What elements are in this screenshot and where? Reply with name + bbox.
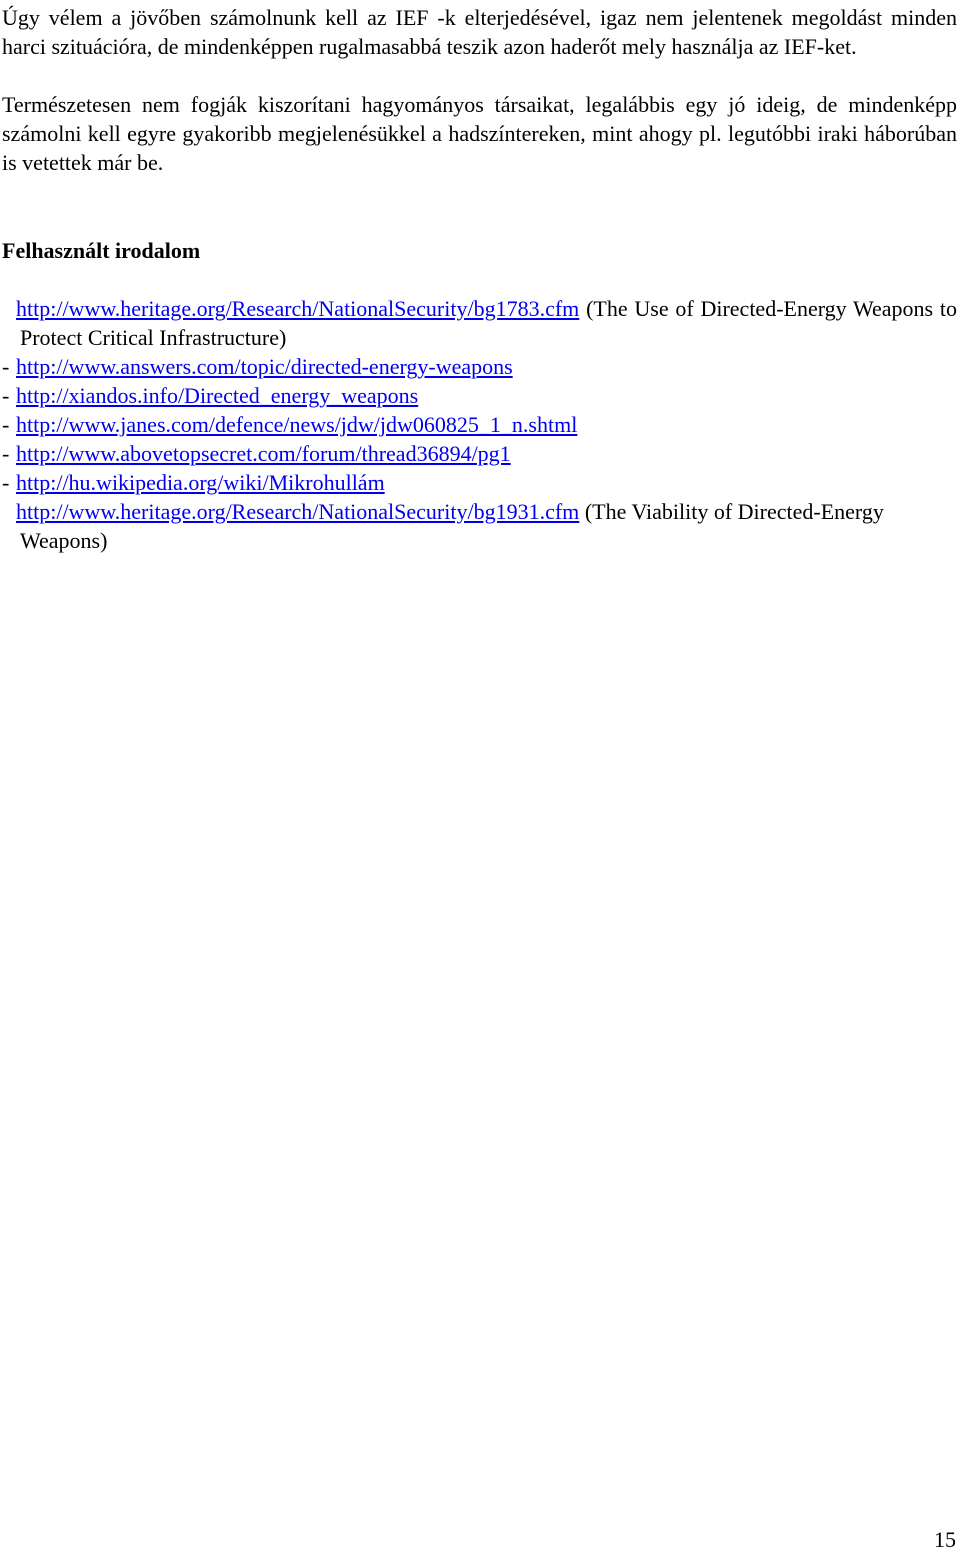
body-paragraph-2: Természetesen nem fogják kiszorítani hagyományos társaikat, legalábbis egy jó ideig, de mindenképp számolni kell egyre gyakoribb megjelenésükkel a hadszíntereken, mint ahogy pl. legutóbbi iraki háborúban is vetettek már be. (2, 92, 957, 175)
body-paragraph-1: Úgy vélem a jövőben számolnunk kell az IEF -k elterjedésével, igaz nem jelentenek megoldást minden harci szituációra, de mindenképpen rugalmasabbá teszik azon haderőt mely használja az IEF-ket. (2, 5, 957, 59)
list-dash (2, 294, 16, 323)
reference-item-2 (2, 352, 957, 381)
reference-link-2[interactable]: http://www.answers.com/topic/directed-energy-weapons (16, 354, 513, 379)
reference-link-6[interactable]: http://hu.wikipedia.org/wiki/Mikrohullám (16, 470, 385, 495)
list-dash: - (2, 383, 10, 408)
reference-link-7[interactable]: http://www.heritage.org/Research/NationalSecurity/bg1931.cfm (16, 499, 580, 524)
reference-link-1[interactable]: http://www.heritage.org/Research/NationalSecurity/bg1783.cfm (16, 296, 580, 321)
list-dash: - (2, 470, 10, 495)
reference-link-5[interactable]: http://www.abovetopsecret.com/forum/thread36894/pg1 (16, 441, 511, 466)
reference-item-6 (2, 468, 957, 497)
reference-item-3 (2, 381, 957, 410)
list-dash (2, 497, 16, 526)
reference-item-5 (2, 439, 957, 468)
reference-link-3[interactable]: http://xiandos.info/Directed_energy_weapons (16, 383, 419, 408)
reference-item-4 (2, 410, 957, 439)
list-dash: - (2, 441, 10, 466)
reference-item-1 (2, 294, 957, 352)
reference-item-7 (2, 497, 957, 555)
references-heading: Felhasznált irodalom (2, 238, 201, 263)
reference-link-4[interactable]: http://www.janes.com/defence/news/jdw/jdw060825_1_n.shtml (16, 412, 578, 437)
references-list (2, 294, 957, 555)
reference-note-1: (The Use of Directed-Energy Weapons to Protect Critical Infrastructure) (20, 296, 958, 350)
reference-note-7: (The Viability of Directed-Energy Weapons) (20, 499, 884, 553)
list-dash: - (2, 354, 10, 379)
list-dash: - (2, 412, 10, 437)
page-number: 15 (934, 1527, 956, 1552)
